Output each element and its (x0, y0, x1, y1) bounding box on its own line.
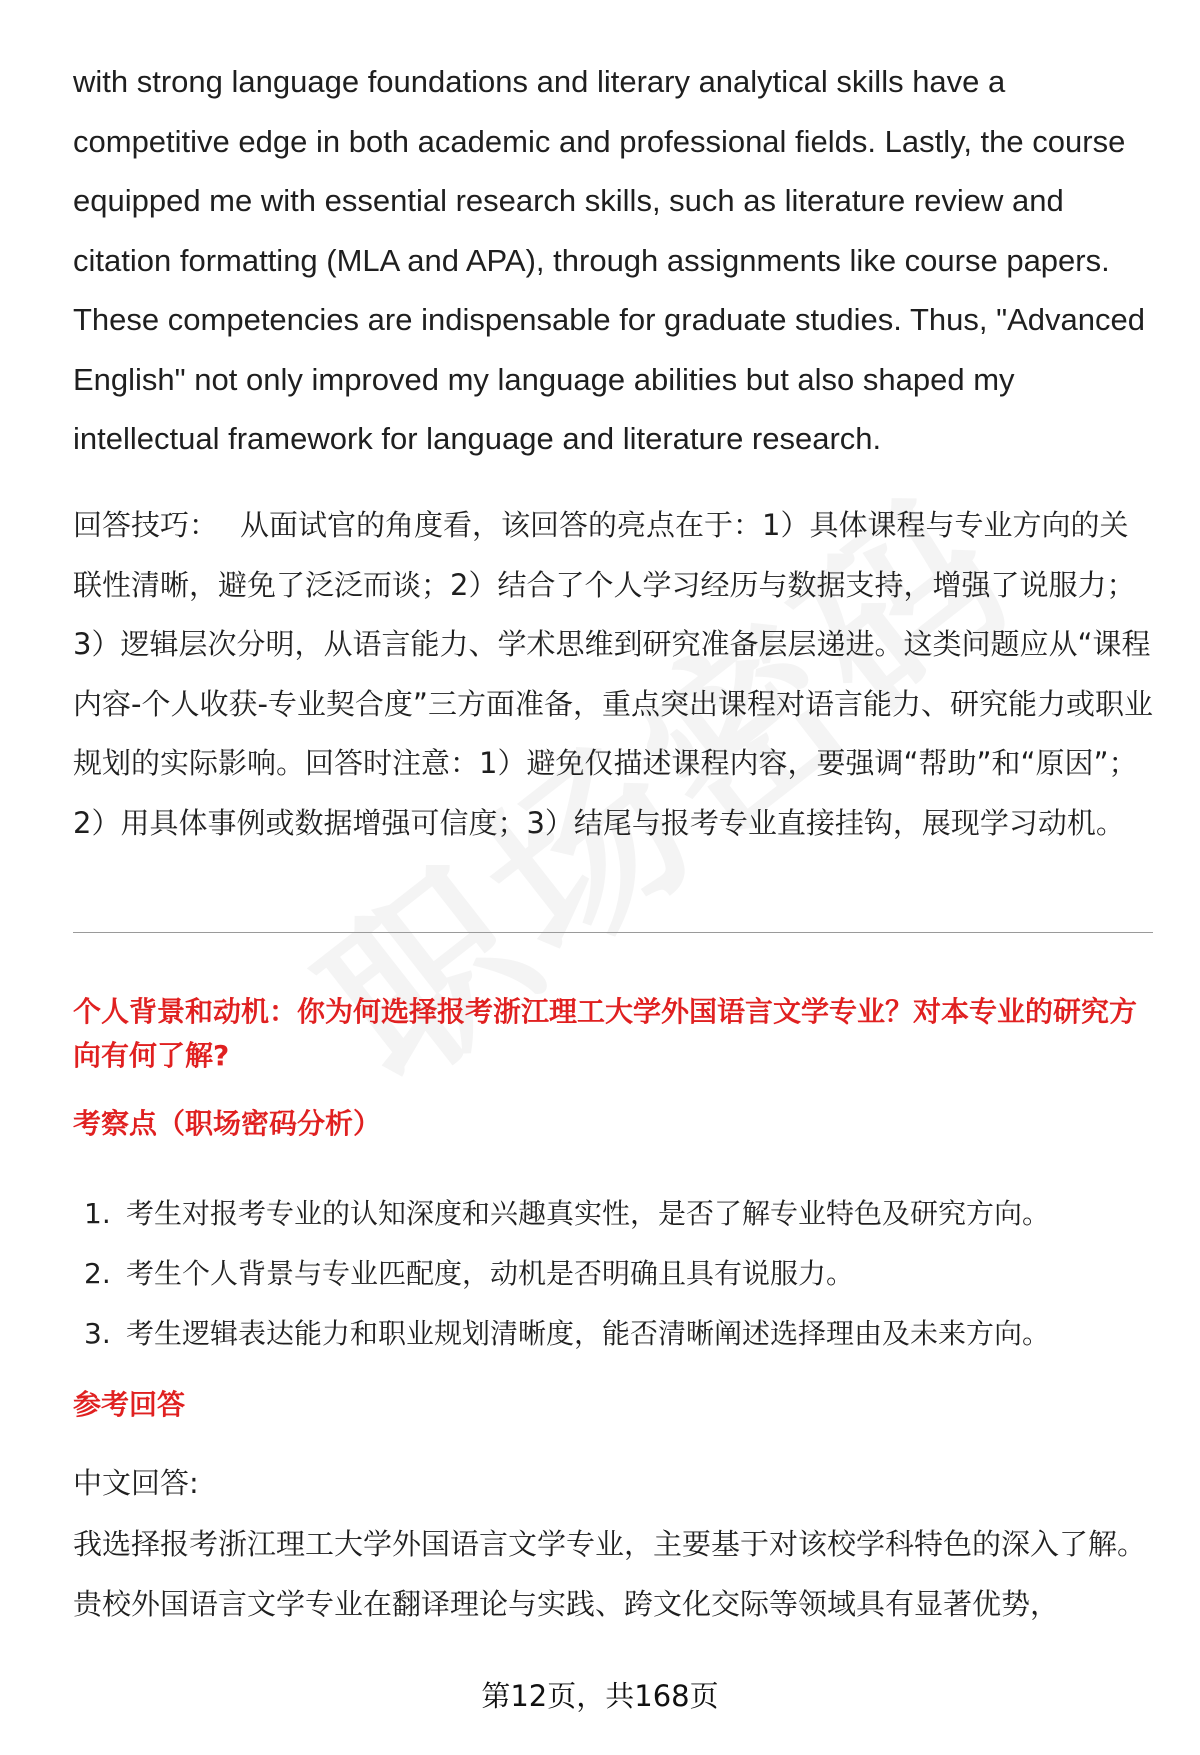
section-divider (73, 932, 1153, 933)
page-number-footer: 第12页，共168页 (481, 1679, 719, 1713)
focus-heading: 考察点（职场密码分析） (73, 1107, 382, 1140)
english-answer-continuation: with strong language foundations and literary analytical skills have a competitive edge in both academic and professional fields. Lastly, the course equipped me with essential research skills, such as literature review and citation formatting (MLA and APA), through assignments like course papers. These competencies are indispensable for graduate studies. Thus, "Advanced English" not only improved my language abilities but also shaped my intellectual framework for language and literature research. (73, 64, 1145, 456)
answer-tips-body: 从面试官的角度看，该回答的亮点在于：1）具体课程与专业方向的关联性清晰，避免了泛泛而谈；2）结合了个人学习经历与数据支持，增强了说服力；3）逻辑层次分明，从语言能力、学术思维到研究准备层层递进。这类问题应从“课程内容-个人收获-专业契合度”三方面准备，重点突出课程对语言能力、研究能力或职业规划的实际影响。回答时注意：1）避免仅描述课程内容，要强调“帮助”和“原因”；2）用具体事例或数据增强可信度；3）结尾与报考专业直接挂钩，展现学习动机。 (73, 508, 1153, 840)
reference-answer-heading: 参考回答 (73, 1388, 186, 1421)
focus-point (84, 1304, 1144, 1364)
answer-tips-paragraph (73, 496, 1153, 853)
focus-point (84, 1184, 1144, 1244)
focus-points-list (84, 1184, 1144, 1364)
question-title: 个人背景和动机：你为何选择报考浙江理工大学外国语言文学专业？对本专业的研究方向有何了解? (73, 995, 1138, 1072)
focus-point-text: 考生对报考专业的认知深度和兴趣真实性，是否了解专业特色及研究方向。 (126, 1197, 1051, 1230)
focus-point-number: 2. (84, 1257, 111, 1290)
focus-point-number: 1. (84, 1197, 111, 1230)
chinese-answer-label: 中文回答: (73, 1466, 199, 1500)
answer-tips-label: 回答技巧： (73, 508, 219, 542)
focus-point-text: 考生个人背景与专业匹配度，动机是否明确且具有说服力。 (126, 1257, 855, 1290)
focus-point (84, 1244, 1144, 1304)
focus-point-text: 考生逻辑表达能力和职业规划清晰度，能否清晰阐述选择理由及未来方向。 (126, 1317, 1051, 1350)
focus-point-number: 3. (84, 1317, 111, 1350)
chinese-answer-text: 我选择报考浙江理工大学外国语言文学专业，主要基于对该校学科特色的深入了解。贵校外国语言文学专业在翻译理论与实践、跨文化交际等领域具有显著优势， (73, 1527, 1147, 1621)
